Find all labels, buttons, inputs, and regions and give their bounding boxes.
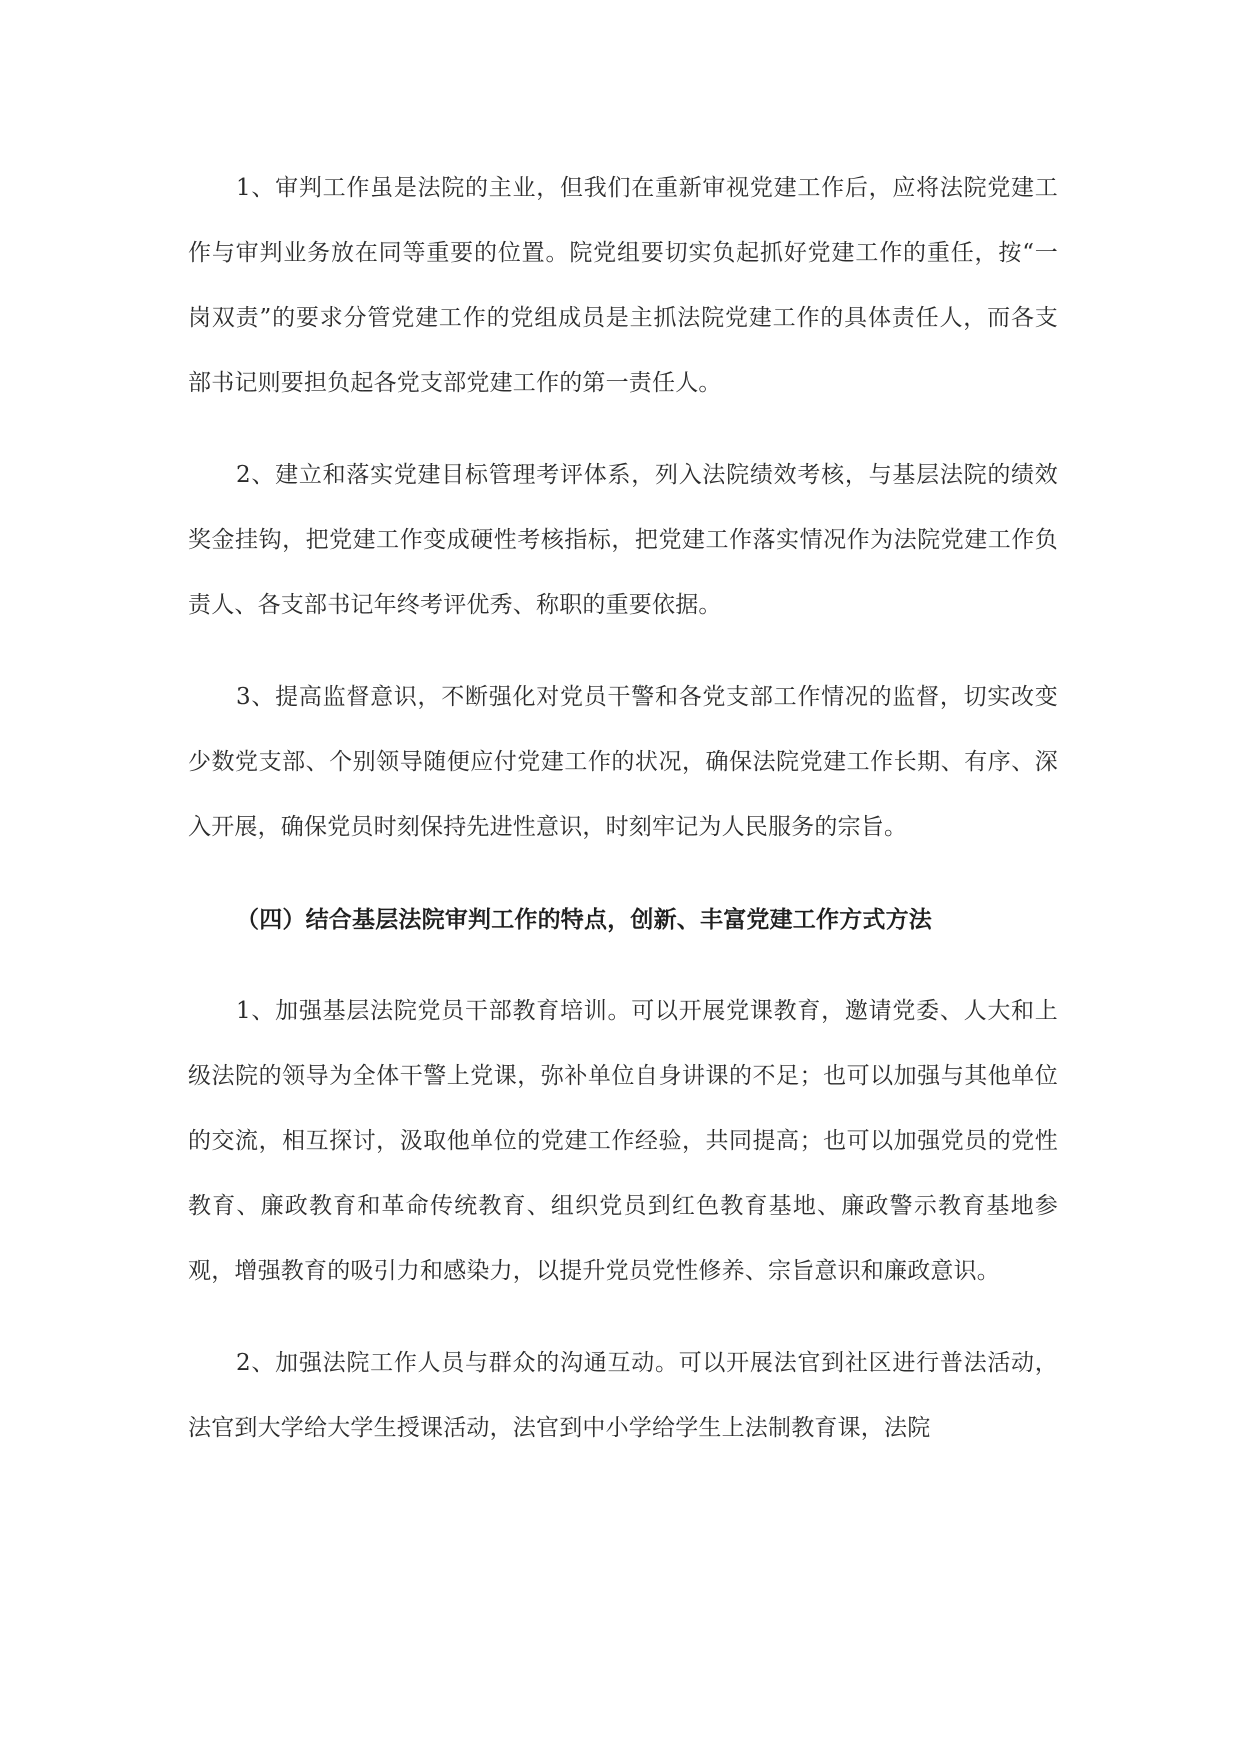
section-heading: （四）结合基层法院审判工作的特点，创新、丰富党建工作方式方法 [236,906,932,933]
document-body [188,156,1058,1488]
paragraph-education-training: 1、加强基层法院党员干部教育培训。可以开展党课教育，邀请党委、人大和上级法院的领导为全体干警上党课，弥补单位自身讲课的不足；也可以加强与其他单位的交流，相互探讨，汲取他单位的党建工作经验，共同提高；也可以加强党员的党性教育、廉政教育和革命传统教育、组织党员到红色教育基地、廉政警示教育基地参观，增强教育的吸引力和感染力，以提升党员党性修养、宗旨意识和廉政意识。 [188,998,1058,1284]
paragraph-evaluation-system: 2、建立和落实党建目标管理考评体系，列入法院绩效考核，与基层法院的绩效奖金挂钩，把党建工作变成硬性考核指标，把党建工作落实情况作为法院党建工作负责人、各支部书记年终考评优秀、称职的重要依据。 [188,462,1058,618]
paragraph-responsibility: 1、审判工作虽是法院的主业，但我们在重新审视党建工作后，应将法院党建工作与审判业务放在同等重要的位置。院党组要切实负起抓好党建工作的重任，按“一岗双责”的要求分管党建工作的党组成员是主抓法院党建工作的具体责任人，而各支部书记则要担负起各党支部党建工作的第一责任人。 [188,175,1058,396]
paragraph-supervision: 3、提高监督意识，不断强化对党员干警和各党支部工作情况的监督，切实改变少数党支部、个别领导随便应付党建工作的状况，确保法院党建工作长期、有序、深入开展，确保党员时刻保持先进性意识，时刻牢记为人民服务的宗旨。 [188,684,1058,840]
paragraph-public-interaction: 2、加强法院工作人员与群众的沟通互动。可以开展法官到社区进行普法活动，法官到大学给大学生授课活动，法官到中小学给学生上法制教育课，法院 [188,1350,1058,1441]
